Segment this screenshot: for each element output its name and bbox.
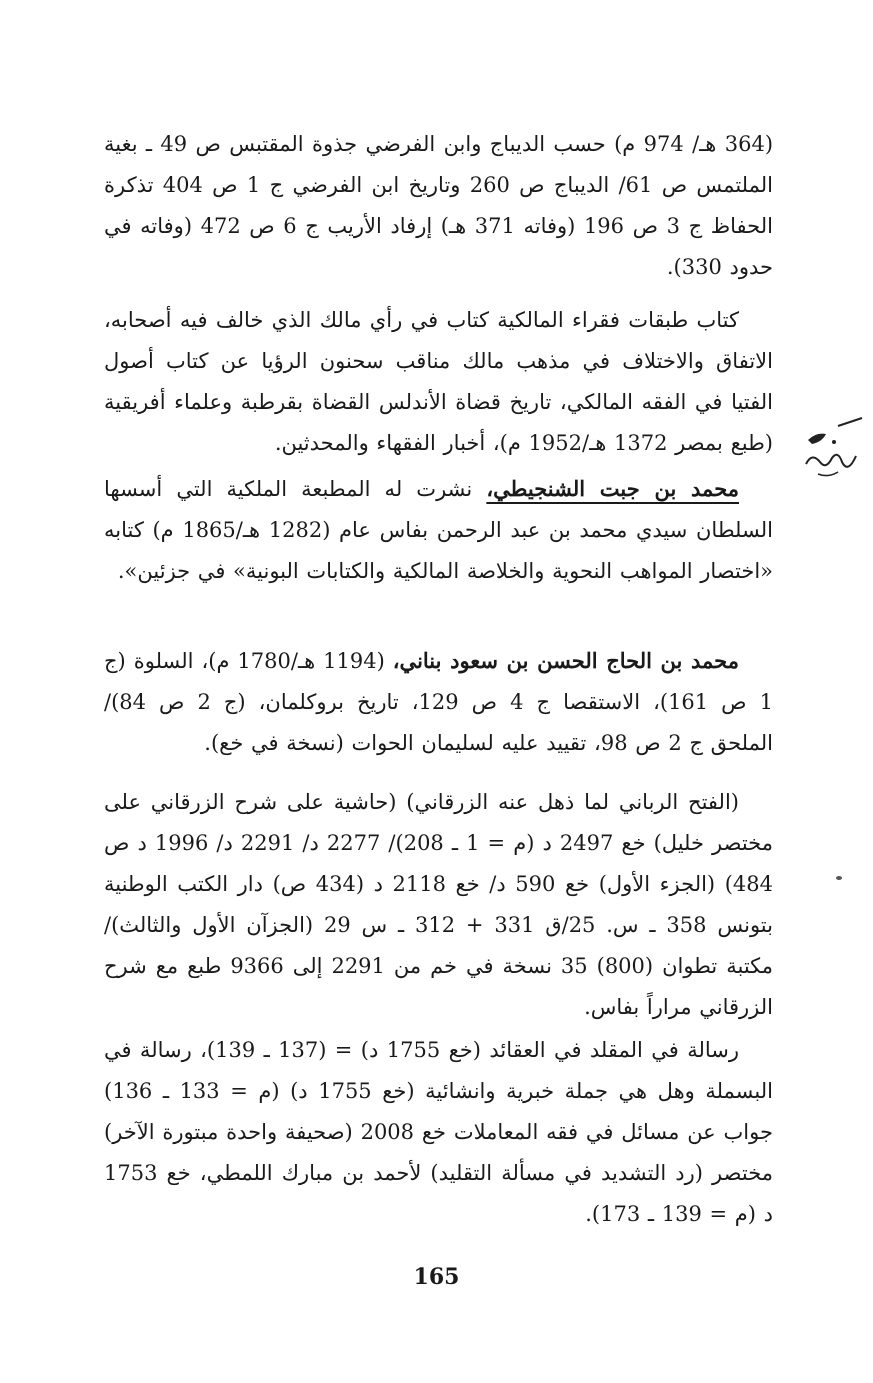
paragraph-text: (الفتح الرباني لما ذهل عنه الزرقاني) (حاشية على شرح الزرقاني على مختصر خليل) خع 2497 د (م = 1 ـ 208)/ 2277 د/ 2291 د/ 1996 د ص 484) (الجزء الأول) خع 590 د/ خع 2118 د (434 ص) دار الكتب الوطنية بتونس 358 ـ س. 25/ق 331 + 312 ـ س 29 (الجزآن الأول والثالث)/ مكتبة تطوان (800) 35 نسخة في خم من 2291 إلى 9366 طبع مع شرح الزرقاني مراراً بفاس. — [104, 790, 773, 1019]
paragraph-text: (364 هـ/ 974 م) حسب الديباج وابن الفرضي جذوة المقتبس ص 49 ـ بغية الملتمس ص 61/ الديباج ص 260 وتاريخ ابن الفرضي ج 1 ص 404 تذكرة الحفاظ ج 3 ص 196 (وفاته 371 هـ) إرفاد الأريب ج 6 ص 472 (وفاته في حدود 330). — [104, 132, 774, 279]
paragraph-fath-rabbani — [104, 782, 773, 1028]
entry-name: محمد بن جبت الشنجيطي، — [486, 476, 740, 501]
page-number: 165 — [413, 1264, 460, 1290]
handwritten-margin-note-icon — [798, 412, 868, 492]
paragraph-text: كتاب طبقات فقراء المالكية كتاب في رأي مالك الذي خالف فيه أصحابه، الاتفاق والاختلاف في مذهب مالك مناقب سحنون الرؤيا عن كتاب أصول الفتيا في الفقه المالكي، تاريخ قضاة الأندلس القضاة بقرطبة وعلماء أفريقية (طبع بمصر 1372 هـ/1952 م)، أخبار الفقهاء والمحدثين. — [104, 308, 773, 455]
paragraph-shinjiti-entry — [104, 468, 773, 592]
paragraph-text: رسالة في المقلد في العقائد (خع 1755 د) = (137 ـ 139)، رسالة في البسملة وهل هي جملة خبرية وانشائية (خع 1755 د) (م = 133 ـ 136) جواب عن مسائل في فقه المعاملات خع 2008 (صحيفة واحدة مبتورة الآخر) مختصر (رد التشديد في مسألة التقليد) لأحمد بن مبارك اللمطي، خع 1753 د (م = 139 ـ 173). — [104, 1038, 773, 1226]
paragraph-bannani-entry — [104, 640, 773, 764]
paragraph-references — [104, 124, 773, 288]
entry-text: نشرت له المطبعة الملكية التي أسسها السلطان سيدي محمد بن عبد الرحمن بفاس عام (1282 هـ/1865 م) كتابه «اختصار المواهب النحوية والخلاصة المالكية والكتابات البونية» في جزئين». — [104, 477, 773, 583]
ink-speck — [836, 876, 842, 880]
paragraph-risala — [104, 1030, 773, 1235]
entry-text: (1194 هـ/1780 م)، السلوة (ج 1 ص 161)، الاستقصا ج 4 ص 129، تاريخ بروكلمان، (ج 2 ص 84)/ الملحق ج 2 ص 98، تقييد عليه لسليمان الحوات (نسخة في خع). — [104, 649, 773, 755]
entry-name: محمد بن الحاج الحسن بن سعود بناني، — [392, 648, 739, 673]
paragraph-works-list — [104, 300, 773, 464]
